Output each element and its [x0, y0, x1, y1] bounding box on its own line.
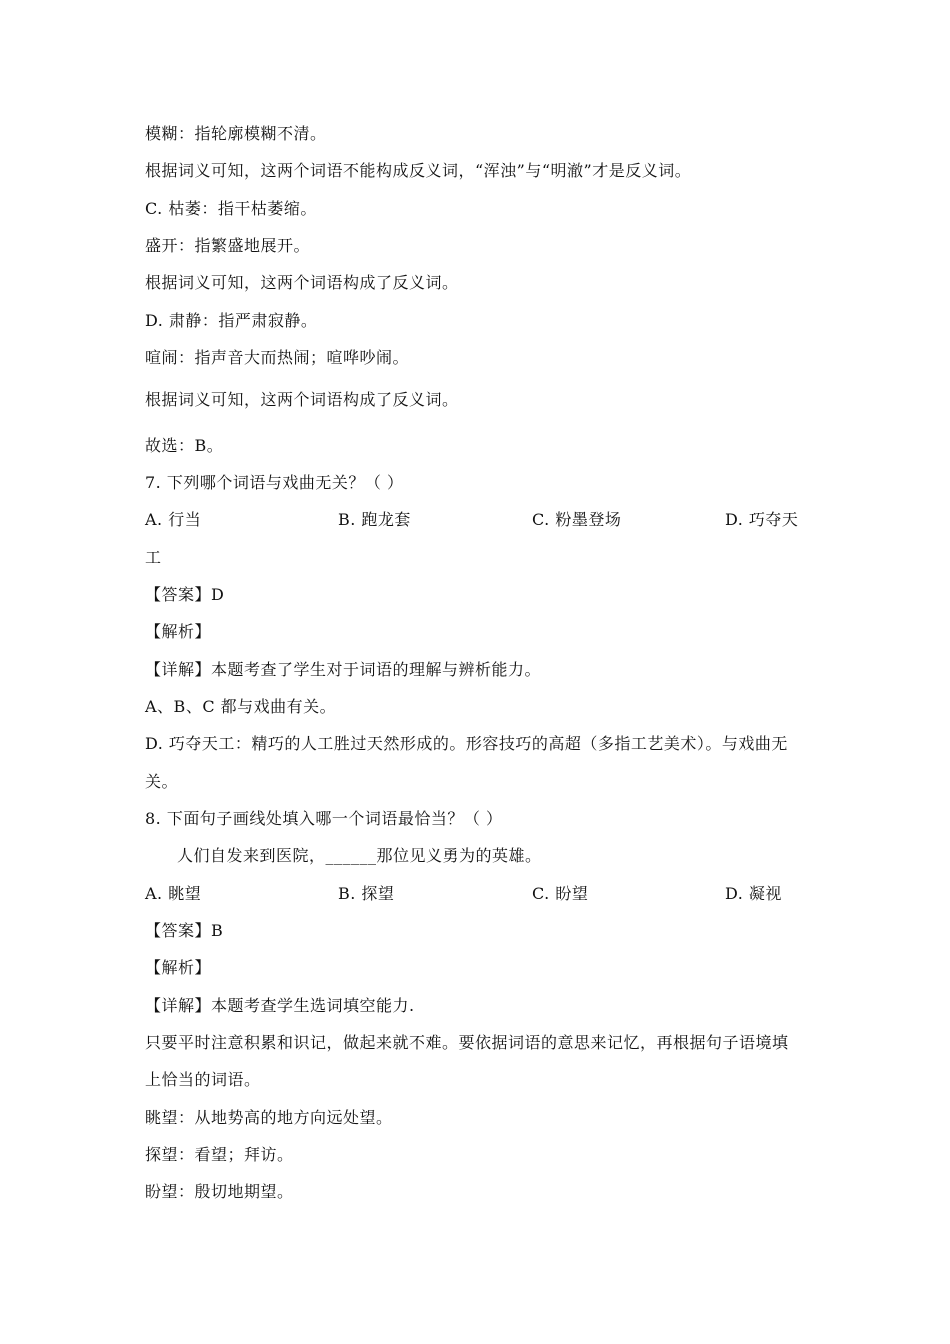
- q8-explanation: 上恰当的词语。: [145, 1070, 261, 1089]
- q8-option-b: B. 探望: [338, 884, 395, 903]
- q7-option-c: C. 粉墨登场: [532, 510, 622, 529]
- q7-analysis-label: 【解析】: [145, 622, 212, 641]
- conclusion-line: 故选：B。: [145, 436, 224, 455]
- text-line: 根据词义可知，这两个词语不能构成反义词，“浑浊”与“明澈”才是反义词。: [145, 161, 692, 180]
- q8-option-c: C. 盼望: [532, 884, 589, 903]
- text-line: 根据词义可知，这两个词语构成了反义词。: [145, 273, 459, 292]
- q7-explanation: A、B、C 都与戏曲有关。: [145, 697, 337, 716]
- text-line: 盛开：指繁盛地展开。: [145, 236, 311, 255]
- q7-detail: 【详解】本题考查了学生对于词语的理解与辨析能力。: [145, 660, 542, 679]
- q7-explanation: D. 巧夺天工：精巧的人工胜过天然形成的。形容技巧的高超（多指工艺美术）。与戏曲无: [145, 734, 788, 753]
- q8-analysis-label: 【解析】: [145, 958, 212, 977]
- text-line: 模糊：指轮廓模糊不清。: [145, 124, 327, 143]
- text-line: C. 枯萎：指干枯萎缩。: [145, 199, 317, 218]
- q8-explanation: 探望：看望；拜访。: [145, 1145, 294, 1164]
- q8-explanation: 盼望：殷切地期望。: [145, 1182, 294, 1201]
- q7-explanation: 关。: [145, 772, 179, 791]
- question-7-stem: 7. 下列哪个词语与戏曲无关？（ ）: [145, 473, 404, 492]
- q8-detail: 【详解】本题考查学生选词填空能力.: [145, 996, 415, 1015]
- q7-option-d: D. 巧夺天: [725, 510, 799, 529]
- q7-answer: 【答案】D: [145, 585, 225, 604]
- q7-option-d-wrap: 工: [145, 548, 162, 567]
- q8-explanation: 眺望：从地势高的地方向远处望。: [145, 1108, 393, 1127]
- text-line: 喧闹：指声音大而热闹；喧哗吵闹。: [145, 348, 410, 367]
- q7-option-b: B. 跑龙套: [338, 510, 411, 529]
- text-line: 根据词义可知，这两个词语构成了反义词。: [145, 390, 459, 409]
- q8-explanation: 只要平时注意积累和识记，做起来就不难。要依据词语的意思来记忆，再根据句子语境填: [145, 1033, 789, 1052]
- q8-answer: 【答案】B: [145, 921, 224, 940]
- q8-sentence: 人们自发来到医院，______那位见义勇为的英雄。: [177, 846, 542, 865]
- text-line: D. 肃静：指严肃寂静。: [145, 311, 318, 330]
- question-8-stem: 8. 下面句子画线处填入哪一个词语最恰当？（ ）: [145, 809, 503, 828]
- q8-option-a: A. 眺望: [145, 884, 202, 903]
- q7-option-a: A. 行当: [145, 510, 202, 529]
- q8-option-d: D. 凝视: [725, 884, 782, 903]
